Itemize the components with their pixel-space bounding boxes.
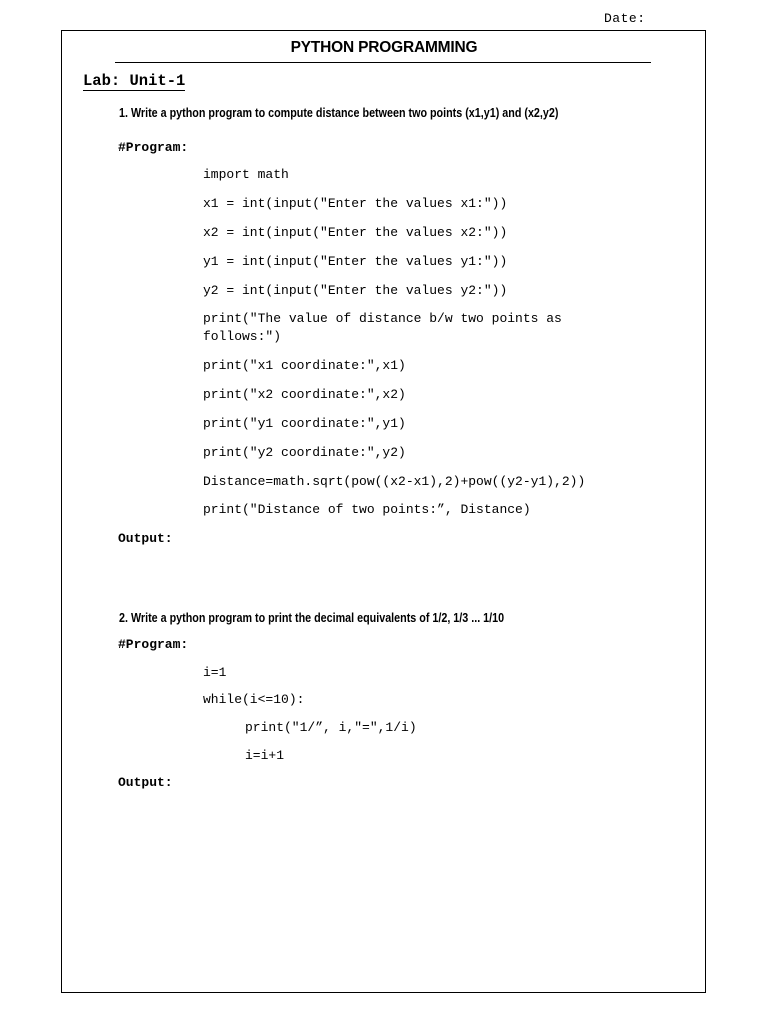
- code-line: print("y2 coordinate:",y2): [203, 445, 406, 460]
- code-line: x1 = int(input("Enter the values x1:")): [203, 196, 508, 211]
- program-label-2: #Program:: [118, 637, 189, 652]
- code-line: follows:"): [203, 329, 282, 344]
- code-line: import math: [203, 167, 289, 182]
- output-label-2: Output:: [118, 775, 173, 790]
- code-line: print("x2 coordinate:",x2): [203, 387, 406, 402]
- code-line: print("The value of distance b/w two points as: [203, 311, 562, 326]
- output-label-1: Output:: [118, 531, 173, 546]
- date-label: Date:: [604, 11, 646, 26]
- code-line: i=i+1: [245, 748, 285, 763]
- code-line: y1 = int(input("Enter the values y1:")): [203, 254, 508, 269]
- code-line: print("Distance of two points:”, Distance): [203, 502, 531, 517]
- lab-heading: Lab: Unit-1: [83, 72, 186, 90]
- code-line: print("1/”, i,"=",1/i): [245, 720, 417, 735]
- code-line: while(i<=10):: [203, 692, 305, 707]
- program-label-1: #Program:: [118, 140, 189, 155]
- page-title: PYTHON PROGRAMMING: [290, 39, 478, 56]
- question-1: 1. Write a python program to compute distance between two points (x1,y1) and (x2,y2): [119, 106, 559, 120]
- code-line: Distance=math.sqrt(pow((x2-x1),2)+pow((y2-y1),2)): [203, 474, 586, 489]
- code-line: y2 = int(input("Enter the values y2:")): [203, 283, 508, 298]
- code-line: print("y1 coordinate:",y1): [203, 416, 406, 431]
- code-line: x2 = int(input("Enter the values x2:")): [203, 225, 508, 240]
- code-line: i=1: [203, 665, 227, 680]
- question-2: 2. Write a python program to print the decimal equivalents of 1/2, 1/3 ... 1/10: [119, 611, 505, 625]
- code-line: print("x1 coordinate:",x1): [203, 358, 406, 373]
- title-underline: [115, 62, 651, 63]
